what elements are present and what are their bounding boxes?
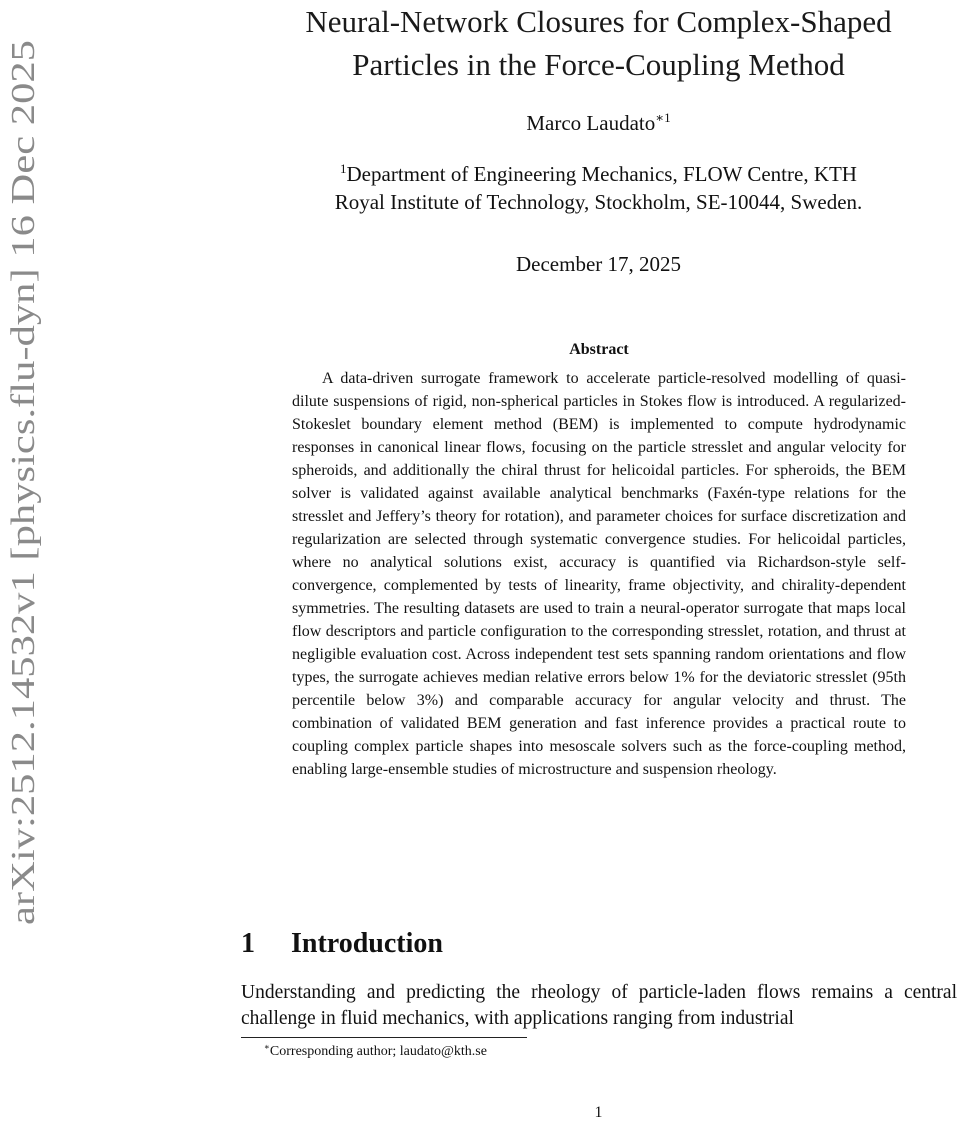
footnote-divider (241, 1037, 527, 1038)
affiliation-mark: 1 (340, 161, 347, 176)
abstract-heading: Abstract (569, 341, 629, 358)
paper-date: December 17, 2025 (515, 252, 682, 276)
arxiv-identifier-stamp (0, 0, 46, 930)
arxiv-stamp-svg (0, 0, 46, 930)
section-heading (241, 926, 443, 962)
abstract-text: A data-driven surrogate framework to accelerate particle-resolved modelling of quasi-dilute suspensions of rigid, non-spherical particles in Stokes flow is introduced. A regularized-Stokeslet boundary element method (BEM) is implemented to compute hydrodynamic responses in canonical linear flows, focusing on the particle stresslet and angular velocity for spheroids, and additionally the chiral thrust for helicoidal particles. For spheroids, the BEM solver is validated against available analytical benchmarks (Faxén-type relations for the stresslet and Jeffery’s theory for rotation), and parameter choices for surface discretization and regularization are selected through systematic convergence studies. For helicoidal particles, where no analytical solutions exist, accuracy is quantified via Richardson-style self-convergence, complemented by tests of linearity, frame objectivity, and chirality-dependent symmetries. The resulting datasets are used to train a neural-operator surrogate that maps local flow descriptors and particle configuration to the corresponding stresslet, rotation, and thrust at negligible evaluation cost. Across independent test sets spanning random orientations and flow types, the surrogate achieves median relative errors below 1% for the deviatoric stresslet (95th percentile below 3%) and comparable accuracy for angular velocity and thrust. The combination of validated BEM generation and fast inference provides a practical route to coupling complex particle shapes into mesoscale solvers such as the force-coupling method, enabling large-ensemble studies of microstructure and suspension rheology. (292, 370, 906, 778)
footnote-mark: ∗ (264, 1041, 270, 1052)
author-marks: ∗1 (655, 110, 671, 125)
affiliation (240, 160, 957, 216)
paper-title (240, 0, 957, 86)
footnote-text: Corresponding author; laudato@kth.se (269, 1044, 487, 1059)
section-number: 1 (241, 928, 255, 959)
footnote (264, 1043, 487, 1061)
introduction-text: Understanding and predicting the rheology of particle-laden flows remains a central challenge in fluid mechanics, with applications ranging from industrial (241, 982, 957, 1029)
page-number: 1 (594, 1104, 603, 1121)
affiliation-line-2: Royal Institute of Technology, Stockholm, SE-10044, Sweden. (334, 190, 863, 214)
author-name: Marco Laudato (526, 111, 656, 135)
author-line (240, 110, 957, 136)
affiliation-line-1-text: Department of Engineering Mechanics, FLOW Centre, KTH (346, 162, 857, 186)
section-title: Introduction (291, 928, 443, 959)
paper-title-line-2: Particles in the Force-Coupling Method (352, 47, 845, 82)
affiliation-line-1 (240, 160, 957, 188)
arxiv-stamp-text: arXiv:2512.14532v1 [physics.flu-dyn] 16 Dec 2025 (5, 218, 42, 925)
paper-title-line-1: Neural-Network Closures for Complex-Shaped (305, 4, 892, 39)
